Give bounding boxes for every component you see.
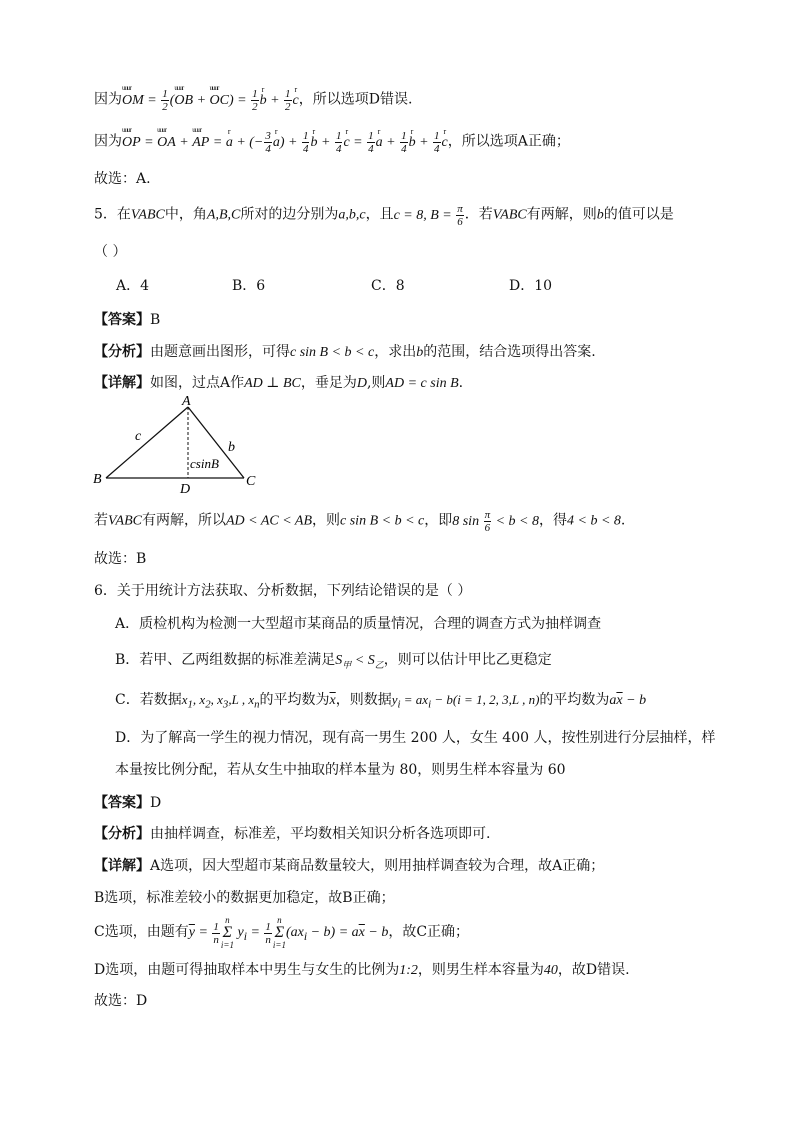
math: c sin B < b < c — [340, 513, 425, 529]
text: ，得 — [539, 512, 567, 529]
text: ，则可以估计甲比乙更稳定 — [383, 652, 552, 668]
text: 如图，过点A作 — [150, 375, 245, 391]
q5-conclusion: 若VABC有两解，所以AD < AC < AB，则c sin B < b < c，即8 sin $\frac{\pi}{6}$ < b < 8，得4 < b < 8. — [94, 509, 626, 534]
q5-stem — [94, 203, 674, 228]
answer-value: B — [150, 312, 161, 328]
text: D选项，由题可得抽取样本中男生与女生的比例为 — [94, 962, 400, 978]
text: 的范围，结合选项得出答案. — [423, 344, 596, 360]
text: C选项，由题有 — [94, 924, 189, 941]
text: 的值可以是 — [603, 206, 674, 223]
math: b — [416, 345, 424, 360]
text: 的平均数为 — [539, 692, 610, 708]
label-d: D — [180, 482, 191, 497]
q5-detail: 【详解】如图，过点A作AD ⊥ BC，垂足为D,则AD = c sin B. — [94, 375, 464, 391]
triangle-figure — [88, 393, 268, 498]
q5-paren: （ ） — [94, 244, 127, 260]
math: $\overline{y}$ = $\frac{1}{n}$ n Σ i=1 $y_i$ = $\frac{1}{n}$ n Σ $i=1(ax_i - b) = a\overline{x} - b$ — [188, 915, 389, 950]
q5-option-a: A．4 — [116, 278, 150, 294]
q6-analysis — [94, 823, 490, 843]
math-expr: uuur OP = uuur OA + uuur AP = r a + (− $\frac{3}{4}$ r a) + $\frac{1}{4}$ r b + $\frac{1}{4}$ r c = $\frac{1}{4}$ r a + $\frac{1}{4}$ r b + $\frac{1}{4}$ r c — [122, 135, 448, 150]
math: A,B,C — [206, 207, 241, 223]
q5-answer — [94, 309, 160, 329]
text: ，所以选项A正确； — [447, 133, 570, 150]
detail-tag: 【详解】 — [94, 858, 150, 874]
text: 5．在 — [94, 206, 131, 223]
q5-analysis — [94, 341, 596, 361]
answer-value: D — [150, 795, 162, 811]
q6-detail-a — [94, 855, 604, 875]
math: 40 — [543, 963, 558, 978]
q6-option-d-line2: 本量按比例分配，若从女生中抽取的样本量为 80，则男生样本容量为 60 — [115, 762, 566, 778]
q6-option-b — [115, 649, 552, 671]
prev-solution-choose: 故选：A. — [94, 171, 151, 187]
math: b — [596, 207, 604, 223]
math: AD = c sin B — [385, 376, 459, 391]
q6-stem: 6．关于用统计方法获取、分析数据，下列结论错误的是（ ） — [94, 583, 472, 599]
text: ，故C正确； — [388, 924, 470, 941]
label-b: B — [93, 472, 102, 487]
text: 若 — [94, 512, 108, 529]
text: ，求出 — [374, 344, 417, 360]
math: 1:2 — [399, 963, 418, 978]
math: 8 sin $\frac{\pi}{6}$ < b < 8 — [452, 509, 539, 534]
label-side-b: b — [228, 440, 235, 455]
text: ，即 — [424, 512, 453, 529]
text: 有两解，则 — [526, 206, 597, 223]
math: $y_i = ax_i - b(i = 1$, 2, 3,L , n) — [391, 692, 540, 711]
label-side-c: c — [135, 429, 142, 444]
label-c: C — [246, 474, 256, 489]
math: VABC — [108, 513, 142, 529]
q6-option-a: A．质检机构为检测一大型超市某商品的质量情况，合理的调查方式为抽样调查 — [115, 616, 602, 632]
text: 因为 — [94, 91, 122, 108]
math: $S_甲 < S_乙$ — [335, 653, 384, 670]
prev-solution-line-1 — [94, 88, 412, 113]
q6-option-c — [115, 689, 646, 711]
math: a,b,c — [338, 207, 366, 223]
detail-tag: 【详解】 — [94, 375, 150, 391]
math: VABC — [492, 207, 527, 223]
text: 的平均数为 — [259, 692, 330, 708]
text: 由抽样调查，标准差，平均数相关知识分析各选项即可. — [150, 826, 491, 842]
text: ，则数据 — [335, 692, 392, 708]
text: 所对的边分别为 — [240, 206, 339, 223]
answer-tag: 【答案】 — [94, 312, 150, 328]
math: $a\overline{x} - b$ — [609, 693, 647, 708]
text: 因为 — [94, 133, 122, 150]
text: 中，角 — [164, 206, 207, 223]
prev-solution-line-2 — [94, 130, 570, 155]
math: AD < AC < AB — [225, 513, 313, 529]
text: ，则男生样本容量为 — [417, 962, 544, 978]
q5-option-c: C．8 — [371, 278, 405, 294]
q6-option-d-line1: D．为了解高一学生的视力情况，现有高一男生 200 人，女生 400 人，按性别进行分层抽样，样 — [115, 730, 716, 746]
math: c sin B < b < c — [290, 345, 375, 360]
text: ,则 — [366, 375, 386, 391]
q6-detail-d — [94, 959, 630, 979]
text: ，所以选项D错误. — [298, 91, 413, 108]
math: VABC — [130, 207, 165, 223]
text: ，且 — [365, 206, 394, 223]
q5-choose: 故选：B — [94, 551, 147, 567]
text: 有两解，所以 — [141, 512, 226, 529]
math: AD ⊥ BC — [244, 376, 301, 391]
math: 4 < b < 8 — [567, 513, 621, 529]
math: $\overline{x}$ — [329, 693, 336, 708]
side-ab — [106, 407, 188, 478]
q5-option-b: B．6 — [232, 278, 266, 294]
label-a: A — [182, 394, 191, 409]
q5-option-d: D．10 — [509, 278, 553, 294]
text: A选项，因大型超市某商品数量较大，则用抽样调查较为合理，故A正确； — [150, 858, 605, 874]
math: c = 8, B = $\frac{\pi}{6}$ — [393, 203, 463, 228]
text: ，则 — [312, 512, 341, 529]
q6-detail-c — [94, 916, 469, 950]
text: 由题意画出图形，可得 — [150, 344, 290, 360]
analysis-tag: 【分析】 — [94, 826, 150, 842]
text: B．若甲、乙两组数据的标准差满足 — [115, 652, 336, 668]
q6-detail-b: B选项，标准差较小的数据更加稳定，故B正确； — [94, 890, 395, 906]
math: $x_1$, $x_2$, $x_3,L$ , $x_n$ — [181, 692, 260, 711]
label-height: csinB — [190, 456, 219, 471]
text: ．若 — [464, 206, 493, 223]
q6-choose: 故选：D — [94, 993, 148, 1009]
text: ，垂足为 — [300, 375, 357, 391]
analysis-tag: 【分析】 — [94, 344, 150, 360]
text: C．若数据 — [115, 692, 182, 708]
math-expr: uuur OM = $\frac{1}{2}$ (uuur OB + uuur OC) = $\frac{1}{2}$ r b + $\frac{1}{2}$ r c — [122, 93, 299, 108]
text: ，故D错误. — [557, 962, 630, 978]
math: D — [356, 376, 367, 391]
answer-tag: 【答案】 — [94, 795, 150, 811]
q6-answer — [94, 792, 161, 812]
